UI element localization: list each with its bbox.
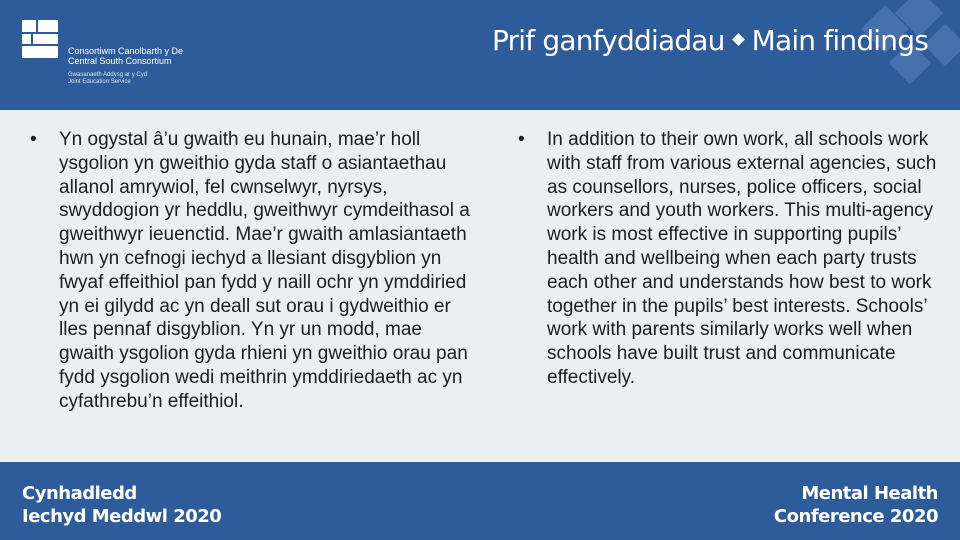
decorative-square bbox=[924, 24, 960, 66]
conference-name-english bbox=[774, 482, 938, 528]
welsh-finding-text: Yn ogystal â’u gwaith eu hunain, mae’r holl ysgolion yn gweithio gyda staff o asiantaethau allanol amrywiol, fel cwnselwyr, nyrsys, swyddogion yr heddlu, gweithwyr cymdeithasol a gweithwyr ieuenctid. Mae’r gwaith amlasiantaeth hwn yn cefnogi iechyd a llesiant disgyblion yn fwyaf effeithiol pan fydd y naill ochr yn ymddiried yn ei gilydd ac yn deall sut orau i gydweithio er lles pennaf disgyblion. Yn yr un modd, mae gwaith ysgolion gyda rhieni yn gweithio orau pan fydd ysgolion wedi meithrin ymddiriedaeth ac yn cyfathrebu’n effeithiol. bbox=[59, 129, 470, 412]
page-title bbox=[492, 24, 928, 57]
logo-name-welsh: Consortiwm Canolbarth y De bbox=[68, 46, 184, 56]
logo-subtitle bbox=[68, 72, 147, 86]
title-english: Main findings bbox=[751, 24, 928, 57]
logo-subtitle-welsh: Gwasanaeth Addysg ar y Cyd bbox=[68, 72, 148, 78]
content-area bbox=[0, 110, 960, 462]
title-welsh: Prif ganfyddiadau bbox=[491, 24, 725, 57]
logo-name bbox=[68, 46, 183, 66]
conference-name-welsh bbox=[22, 482, 221, 528]
list-item bbox=[30, 128, 470, 414]
header-bar bbox=[0, 0, 960, 110]
bullet-icon: • bbox=[30, 129, 37, 150]
bullet-icon: • bbox=[518, 129, 525, 150]
welsh-column bbox=[30, 128, 470, 414]
conference-name-english-line1: Mental Health bbox=[801, 483, 938, 504]
english-column bbox=[518, 128, 938, 390]
conference-name-english-line2: Conference 2020 bbox=[773, 506, 938, 527]
footer-bar bbox=[0, 462, 960, 540]
logo-grid-icon bbox=[22, 20, 64, 60]
conference-name-welsh-line2: Iechyd Meddwl 2020 bbox=[22, 506, 222, 527]
list-item bbox=[518, 128, 938, 390]
conference-name-welsh-line1: Cynhadledd bbox=[22, 483, 137, 504]
logo-name-english: Central South Consortium bbox=[68, 56, 172, 66]
logo-subtitle-english: Joint Education Service bbox=[68, 79, 131, 85]
consortium-logo bbox=[22, 20, 184, 92]
diamond-separator-icon bbox=[732, 33, 745, 46]
english-finding-text: In addition to their own work, all schools work with staff from various external agencies, such as counsellors, nurses, police officers, social workers and youth workers. This multi-agency work is most effective in supporting pupils’ health and wellbeing when each party trusts each other and understands how best to work together in the pupils’ best interests. Schools’ work with parents similarly works well when schools have built trust and communicate effectively. bbox=[547, 129, 937, 388]
